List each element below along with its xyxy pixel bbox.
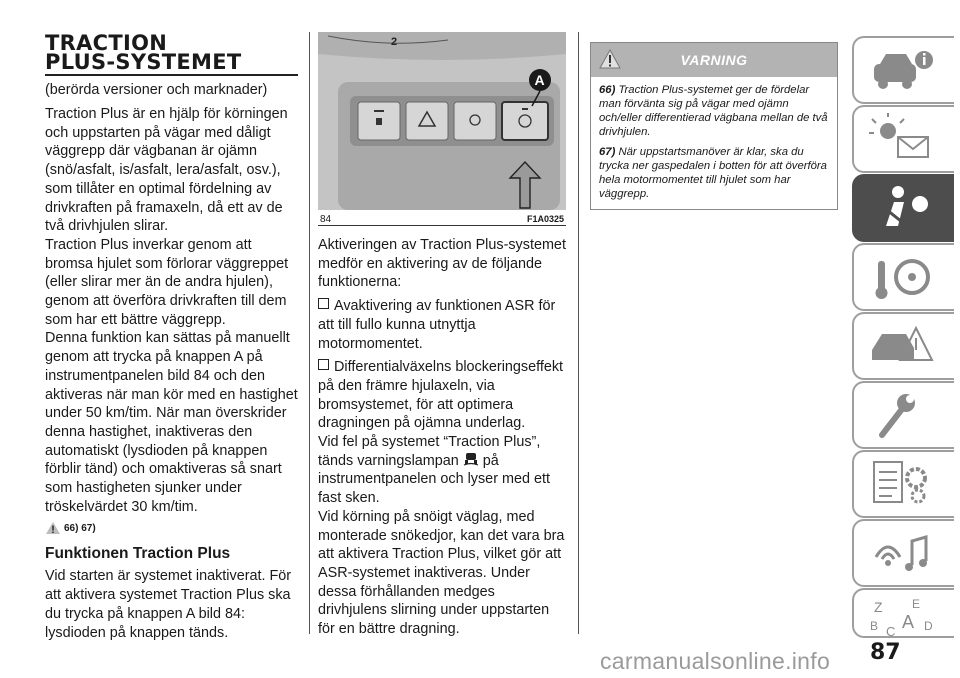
bullet-item-1: [318, 297, 566, 353]
title-line-1: TRACTION: [45, 31, 168, 55]
dashboard-figure: [318, 32, 566, 210]
bullet-box-icon: [318, 359, 329, 370]
warning-ref-label: 66) 67): [64, 522, 96, 534]
right-column: [590, 0, 838, 210]
alphabet-index-icon: [868, 596, 938, 640]
tab-safety[interactable]: [852, 174, 954, 242]
car-info-icon: [868, 44, 938, 96]
tab-maintenance[interactable]: [852, 381, 954, 449]
title-line-2: PLUS-SYSTEMET: [45, 50, 242, 74]
callout-label-a: A: [534, 72, 545, 88]
warning-box: [590, 42, 838, 210]
left-column: [45, 0, 300, 642]
svg-text:D: D: [924, 619, 933, 633]
column-divider-2: [578, 32, 579, 634]
svg-text:Z: Z: [874, 599, 883, 615]
seat-airbag-icon: [868, 182, 938, 234]
paragraph-6: [318, 433, 566, 508]
warning-text-66: Traction Plus-systemet ger de fördelar man förvänta sig på vägar med ojämn och/eller differentierad vägbana mellan de två drivhjulen.: [599, 84, 828, 138]
warning-triangle-icon: [45, 521, 61, 535]
tab-starting-driving[interactable]: [852, 243, 954, 311]
paragraph-2: Traction Plus inverkar genom att bromsa hjulet som förlorar väggreppet (eller slirar mer än de andra hjulen), genom att överföra drivkraften till dem som har ett bättre väggrepp.: [45, 236, 289, 328]
figure-code: F1A0325: [526, 214, 564, 224]
tab-technical-data[interactable]: [852, 450, 954, 518]
warning-num-67: 67): [599, 146, 616, 158]
paragraph-7: Vid körning på snöigt väglag, med monterade snökedjor, kan det vara bra att aktivera Traction Plus, vilket gör att ASR-systemet inaktiveras. Under dessa förhållanden medges drivhjulens slirning under uppstarten för en bättre dragning.: [318, 508, 565, 638]
chapter-tab-sidebar: [852, 0, 960, 678]
paragraph-6-start: Vid fel på systemet “Traction Plus”, tänds varningslampan: [318, 434, 541, 469]
tab-emergency[interactable]: [852, 312, 954, 380]
wrench-icon: [868, 389, 938, 441]
bullet-text-1: Avaktivering av funktionen ASR för att till fullo kunna utnyttja motormomentet.: [318, 298, 556, 352]
media-music-icon: [868, 527, 938, 579]
dial-number: 2: [391, 36, 398, 48]
paragraph-6-end: på instrumentpanelen och lyser med ett fast sken.: [318, 452, 550, 507]
car-crash-warning-icon: [868, 320, 938, 372]
dashboard-illustration: [318, 32, 566, 210]
bullet-item-2: [318, 358, 566, 433]
subheading: Funktionen Traction Plus: [45, 545, 231, 563]
svg-text:B: B: [870, 619, 879, 633]
warning-references[interactable]: [45, 521, 300, 535]
warning-num-66: 66): [599, 84, 616, 96]
title-rule: [45, 74, 298, 76]
tab-lights[interactable]: [852, 105, 954, 173]
paragraph-5: Aktiveringen av Traction Plus-systemet medför en aktivering av de följande funktionerna:: [318, 237, 566, 291]
bullet-text-2: Differentialväxelns blockeringseffekt på den främre hjulaxeln, via bromsystemet, för att optimera dragningen på ojämna underlag.: [318, 359, 564, 432]
page-number: 87: [870, 640, 901, 665]
svg-text:E: E: [912, 597, 921, 611]
section-title: [45, 31, 300, 74]
tab-index[interactable]: [852, 588, 954, 638]
watermark: carmanualsonline.info: [600, 648, 831, 674]
tab-car-info[interactable]: [852, 36, 954, 104]
warning-header: [591, 43, 837, 77]
figure-caption: [318, 210, 566, 226]
warning-item-66: [599, 83, 829, 139]
warning-title: VARNING: [680, 52, 748, 68]
traction-warning-lamp-icon: [463, 452, 479, 466]
tab-multimedia[interactable]: [852, 519, 954, 587]
svg-text:C: C: [886, 624, 896, 639]
paragraph-4: Vid starten är systemet inaktiverat. För att aktivera systemet Traction Plus ska du trycka på knappen A bild 84: lysdioden på knappen tänds.: [45, 568, 292, 641]
bullet-box-icon: [318, 298, 329, 309]
checklist-gear-icon: [868, 458, 938, 510]
warning-item-67: [599, 145, 829, 201]
middle-column: [318, 0, 566, 639]
paragraph-1: Traction Plus är en hjälp för körningen och uppstarten på vägar med dåligt väggrepp där vägbanan är ojämn (snö/asfalt, is/asfalt, lera/asfalt, osv.), som tillåter en optimal fördelning av drivkraften på framaxeln, då ett av de två drivhjulen slirar.: [45, 106, 288, 235]
paragraph-3: Denna funktion kan sättas på manuellt genom att trycka på knappen A på instrumentpanelen bild 84 och den aktiveras när man kör med en hastighet under 50 km/tim. När man överskrider denna hastighet, inaktiveras den automatiskt (lysdioden på knappen förblir tänd) och omaktiveras så snart som hastigheten sjunker under tröskelvärdet 30 km/tim.: [45, 330, 298, 515]
figure-number: 84: [320, 214, 332, 225]
lights-envelope-icon: [868, 113, 938, 165]
svg-text:A: A: [902, 612, 915, 632]
warning-text-67: När uppstartsmanöver är klar, ska du trycka ner gaspedalen i botten för att överföra hela motormomentet till hjulet som har väggrepp.: [599, 146, 827, 200]
key-steering-wheel-icon: [868, 251, 938, 303]
subtitle: (berörda versioner och marknader): [45, 82, 268, 98]
column-divider-1: [309, 32, 310, 634]
